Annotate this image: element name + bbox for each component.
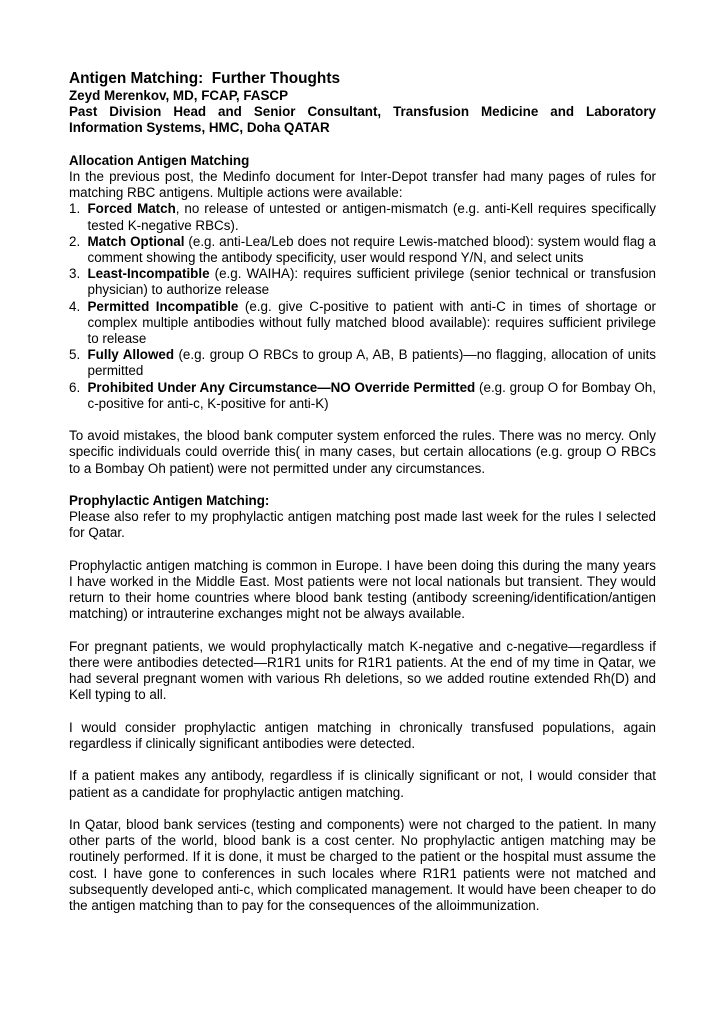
list-item-body <box>88 234 657 266</box>
list-item-body <box>88 299 657 348</box>
list-item-text: (e.g. WAIHA): requires sufficient privilege (senior technical or transfusion physician) to authorize release <box>87 266 656 298</box>
list-item-number: 6. <box>69 379 81 395</box>
author-line: Zeyd Merenkov, MD, FCAP, FASCP <box>69 88 289 103</box>
list-item-text: (e.g. group O RBCs to group A, AB, B patients)—no flagging, allocation of units permitted <box>87 347 656 379</box>
list-item-body <box>88 201 657 233</box>
list-item-text: (e.g. anti-Lea/Leb does not require Lewis-matched blood): system would flag a comment showing the antibody specificity, user would respond Y/N, and select units <box>87 233 656 266</box>
list-item-term: Permitted Incompatible <box>87 298 239 314</box>
list-item-number: 5. <box>69 347 81 363</box>
list-item-term: Match Optional <box>87 233 185 249</box>
list-item <box>69 266 656 298</box>
list-item <box>69 299 656 348</box>
paragraph: Prophylactic antigen matching is common in Europe. I have been doing this during the many years I have worked in the Middle East. Most patients were not local nationals but transient. They would return to their home countries where blood bank testing (antibody screening/identification/antigen matching) or intrauterine exchanges might not be always available. <box>69 557 656 622</box>
list-item-body <box>88 347 657 379</box>
allocation-closing-paragraph: To avoid mistakes, the blood bank computer system enforced the rules. There was no mercy. Only specific individuals could override this( in many cases, but certain allocations (e.g. group O RBCs to a Bombay Oh patient) were not permitted under any circumstances. <box>69 428 656 476</box>
paragraph: In Qatar, blood bank services (testing and components) were not charged to the patient. In many other parts of the world, blood bank is a cost center. No prophylactic antigen matching may be routinely performed. If it is done, it must be charged to the patient or the hospital must assume the cost. I have gone to conferences in such locales where R1R1 patients were not matched and subsequently developed anti-c, which complicated management. It would have been cheaper to do the antigen matching than to pay for the consequences of the alloimmunization. <box>69 817 656 914</box>
list-item-number: 1. <box>69 201 81 217</box>
section-heading-prophylactic: Prophylactic Antigen Matching: <box>69 493 270 509</box>
allocation-intro-paragraph: In the previous post, the Medinfo document for Inter-Depot transfer had many pages of rules for matching RBC antigens. Multiple actions were available: <box>69 169 656 201</box>
list-item-text: (e.g. give C-positive to patient with anti-C in times of shortage or complex multiple antibodies without fully matched blood available): requires sufficient privilege to release <box>87 298 656 347</box>
list-item <box>69 380 656 412</box>
list-item-body <box>88 380 657 412</box>
numbered-list <box>69 201 656 412</box>
paragraph: Please also refer to my prophylactic antigen matching post made last week for the rules I selected for Qatar. <box>69 509 656 541</box>
list-item-number: 2. <box>69 233 81 249</box>
list-item-term: Forced Match <box>87 201 176 217</box>
affiliation-line: Past Division Head and Senior Consultant, Transfusion Medicine and Laboratory Information Systems, HMC, Doha QATAR <box>69 104 656 136</box>
page-title: Antigen Matching: Further Thoughts <box>69 70 341 87</box>
paragraph: If a patient makes any antibody, regardless if is clinically significant or not, I would consider that patient as a candidate for prophylactic antigen matching. <box>69 768 656 800</box>
list-item-term: Least-Incompatible <box>87 266 210 282</box>
list-item <box>69 201 656 233</box>
list-item-body <box>88 266 657 298</box>
list-item-term: Prohibited Under Any Circumstance—NO Override Permitted <box>87 379 476 395</box>
paragraph: For pregnant patients, we would prophylactically match K-negative and c-negative—regardless if there were antibodies detected—R1R1 units for R1R1 patients. At the end of my time in Qatar, we had several pregnant women with various Rh deletions, so we added routine extended Rh(D) and Kell typing to all. <box>69 638 656 703</box>
list-item-number: 3. <box>69 266 81 282</box>
list-item-text: (e.g. group O for Bombay Oh, c-positive for anti-c, K-positive for anti-K) <box>87 379 656 411</box>
section-heading-allocation: Allocation Antigen Matching <box>69 152 250 168</box>
list-item <box>69 234 656 266</box>
list-item-term: Fully Allowed <box>87 347 175 363</box>
list-item-number: 4. <box>69 298 81 314</box>
list-item <box>69 347 656 379</box>
list-item-text: , no release of untested or antigen-mismatch (e.g. anti-Kell requires specifically tested K-negative RBCs). <box>87 201 656 233</box>
paragraph: I would consider prophylactic antigen matching in chronically transfused populations, again regardless if clinically significant antibodies were detected. <box>69 719 656 752</box>
